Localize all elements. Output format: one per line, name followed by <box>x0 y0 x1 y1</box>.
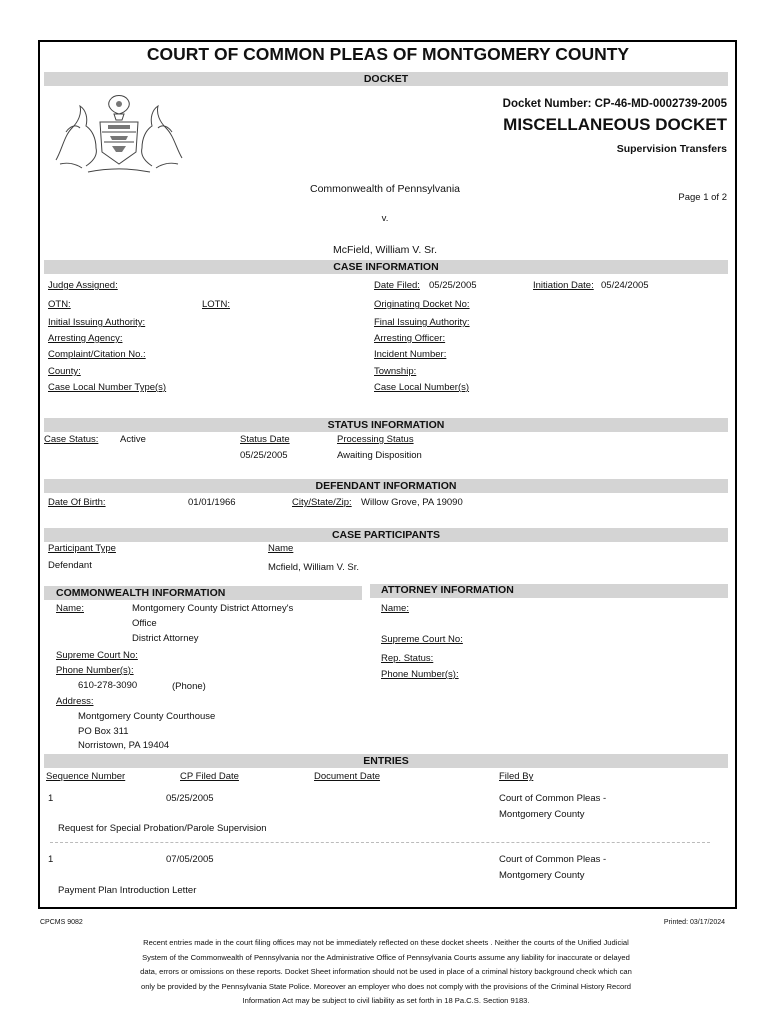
status-info-header: STATUS INFORMATION <box>327 419 445 431</box>
dob-label: Date Of Birth: <box>48 497 106 508</box>
entry-description: Request for Special Probation/Parole Supervision <box>58 823 267 834</box>
entry-filed-by-line-1: Court of Common Pleas - <box>499 793 607 804</box>
initiation-date-value: 05/24/2005 <box>601 280 649 291</box>
docket-bar-label: DOCKET <box>363 73 409 85</box>
case-info-header: CASE INFORMATION <box>333 261 439 273</box>
disclaimer-line: Information Act may be subject to civil liability as set forth in 18 Pa.C.S. Section 9183. <box>242 996 530 1005</box>
caption-plaintiff: Commonwealth of Pennsylvania <box>310 183 460 195</box>
col-filed-by: Filed By <box>499 771 534 782</box>
case-status-value: Active <box>120 434 146 445</box>
attorney-supreme-court-label: Supreme Court No: <box>381 634 463 645</box>
arresting-agency-label: Arresting Agency: <box>48 333 123 344</box>
form-id: CPCMS 9082 <box>40 919 83 926</box>
caption-versus: v. <box>381 213 389 224</box>
initiation-date-label: Initiation Date: <box>533 280 594 291</box>
disclaimer <box>80 936 692 1009</box>
entry-description: Payment Plan Introduction Letter <box>58 885 197 896</box>
disclaimer-line: Recent entries made in the court filing offices may not be immediately reflected on these docket sheets . Neither the courts of the Unified Judicial <box>143 938 629 947</box>
docket-number: Docket Number: CP-46-MD-0002739-2005 <box>502 98 727 110</box>
commonwealth-address-line-1: Montgomery County Courthouse <box>78 711 216 722</box>
case-status-label: Case Status: <box>44 434 99 445</box>
lotn-label: LOTN: <box>202 299 230 310</box>
participant-name-label: Name <box>268 543 294 554</box>
entries-header: ENTRIES <box>363 755 409 767</box>
dob-value: 01/01/1966 <box>188 497 236 508</box>
pennsylvania-seal-icon <box>52 92 186 176</box>
disclaimer-line: System of the Commonwealth of Pennsylvania nor the Administrative Office of Pennsylvania Courts assume any liability for inaccurate or delayed <box>142 952 630 962</box>
commonwealth-name-line-3: District Attorney <box>132 633 199 644</box>
status-date-value: 05/25/2005 <box>240 450 288 461</box>
entry-cp-filed-date: 07/05/2005 <box>166 854 214 865</box>
disclaimer-line: only be provided by the Pennsylvania State Police. Moreover an employer who does not comply with the provisions of the Criminal History Record <box>140 981 632 991</box>
arresting-officer-label: Arresting Officer: <box>374 333 446 344</box>
defendant-info-header: DEFENDANT INFORMATION <box>315 480 457 492</box>
commonwealth-name-line-1: Montgomery County District Attorney's <box>132 603 294 614</box>
entry-cp-filed-date: 05/25/2005 <box>166 793 214 804</box>
township-label: Township: <box>374 366 417 377</box>
final-issuing-authority-label: Final Issuing Authority: <box>374 317 470 328</box>
commonwealth-supreme-court-label: Supreme Court No: <box>56 650 138 661</box>
commonwealth-info-header: COMMONWEALTH INFORMATION <box>56 587 226 599</box>
processing-status-value: Awaiting Disposition <box>337 450 422 461</box>
commonwealth-phone-label: Phone Number(s): <box>56 665 134 676</box>
status-date-label: Status Date <box>240 434 290 445</box>
city-state-zip-label: City/State/Zip: <box>292 497 352 508</box>
attorney-info-header: ATTORNEY INFORMATION <box>381 584 514 596</box>
entry-divider <box>50 842 710 843</box>
col-cp-filed-date: CP Filed Date <box>180 771 239 782</box>
processing-status-label: Processing Status <box>337 434 414 445</box>
complaint-citation-label: Complaint/Citation No.: <box>48 349 146 360</box>
col-document-date: Document Date <box>314 771 381 782</box>
originating-docket-label: Originating Docket No: <box>374 299 470 310</box>
attorney-phone-label: Phone Number(s): <box>381 669 459 680</box>
county-label: County: <box>48 366 81 377</box>
entry-filed-by-line-2: Montgomery County <box>499 809 585 820</box>
entry-filed-by-line-1: Court of Common Pleas - <box>499 854 607 865</box>
docket-bar <box>44 72 728 86</box>
commonwealth-phone-type: (Phone) <box>172 681 206 692</box>
case-local-numbers-label: Case Local Number(s) <box>374 382 470 393</box>
case-local-number-type-label: Case Local Number Type(s) <box>48 382 167 393</box>
commonwealth-name-label: Name: <box>56 603 84 614</box>
city-state-zip-value: Willow Grove, PA 19090 <box>361 497 463 508</box>
commonwealth-address-line-2: PO Box 311 <box>78 726 129 737</box>
entry-sequence: 1 <box>48 793 54 804</box>
caption-defendant: McField, William V. Sr. <box>332 244 438 256</box>
attorney-rep-status-label: Rep. Status: <box>381 653 434 664</box>
attorney-name-label: Name: <box>381 603 409 614</box>
otn-label: OTN: <box>48 299 71 310</box>
participant-type-label: Participant Type <box>48 543 116 554</box>
printed-date: Printed: 03/17/2024 <box>663 919 725 926</box>
incident-number-label: Incident Number: <box>374 349 447 360</box>
page-label: Page 1 of 2 <box>678 192 727 203</box>
disclaimer-line: data, errors or omissions on these reports. Docket Sheet information should not be used in place of a criminal history background check which can <box>140 967 632 976</box>
docket-subtype: Supervision Transfers <box>616 143 727 155</box>
commonwealth-phone-value: 610-278-3090 <box>78 680 138 691</box>
entry-sequence: 1 <box>48 854 54 865</box>
judge-assigned-label: Judge Assigned: <box>48 280 118 291</box>
entry-filed-by-line-2: Montgomery County <box>499 870 585 881</box>
case-participants-header: CASE PARTICIPANTS <box>331 529 441 541</box>
col-sequence-number: Sequence Number <box>46 771 126 782</box>
entries-bar <box>44 754 728 768</box>
case-participants-bar <box>44 528 728 542</box>
participant-type-value: Defendant <box>48 560 92 571</box>
initial-issuing-authority-label: Initial Issuing Authority: <box>48 317 146 328</box>
status-info-bar <box>44 418 728 432</box>
commonwealth-address-label: Address: <box>56 696 94 707</box>
defendant-info-bar <box>44 479 728 493</box>
docket-type: MISCELLANEOUS DOCKET <box>503 115 727 134</box>
case-info-bar <box>44 260 728 274</box>
court-title: COURT OF COMMON PLEAS OF MONTGOMERY COUNTY <box>146 44 630 64</box>
date-filed-label: Date Filed: <box>374 280 420 291</box>
participant-name-value: Mcfield, William V. Sr. <box>268 562 359 573</box>
date-filed-value: 05/25/2005 <box>429 280 477 291</box>
commonwealth-address-line-3: Norristown, PA 19404 <box>78 740 170 751</box>
commonwealth-name-line-2: Office <box>132 618 157 629</box>
